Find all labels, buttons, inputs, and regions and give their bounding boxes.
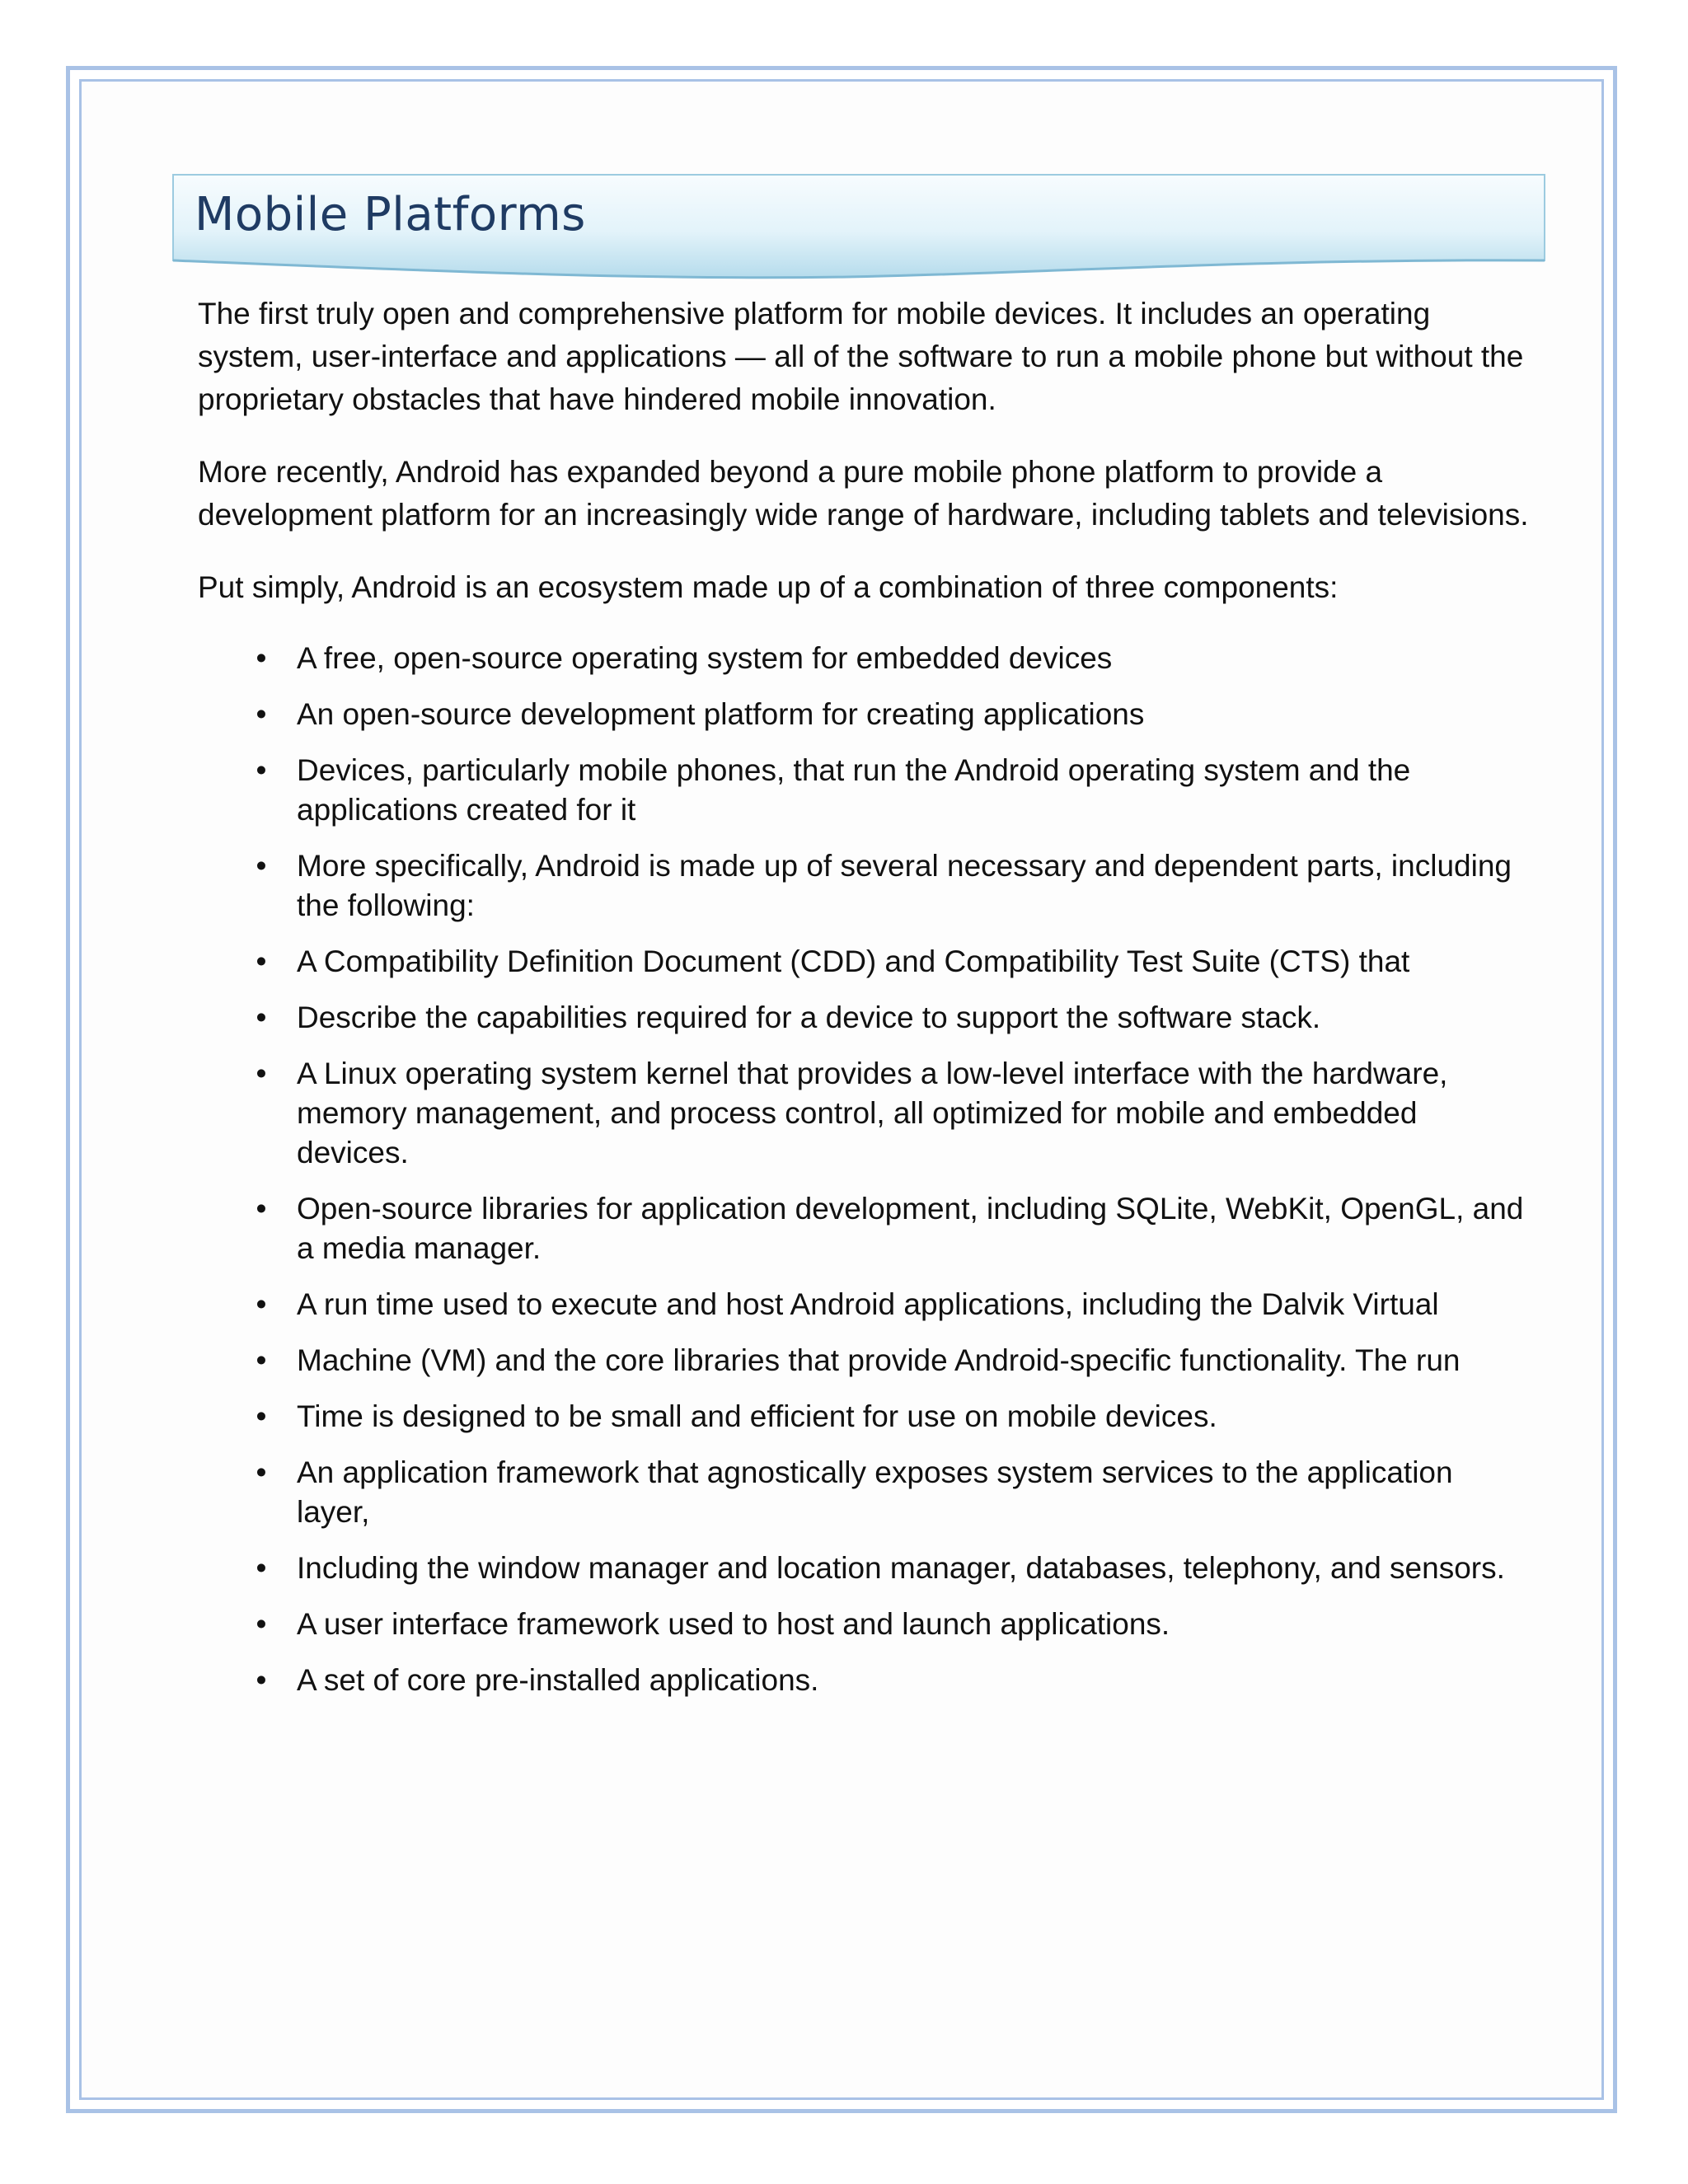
components-bullet-list — [198, 639, 1533, 1700]
bullet-icon: • — [256, 1455, 267, 1489]
bullet-icon: • — [256, 1343, 267, 1377]
bullet-icon: • — [256, 753, 267, 787]
bullet-icon: • — [256, 1607, 267, 1641]
list-item-text: Including the window manager and location manager, databases, telephony, and sensors. — [297, 1551, 1505, 1585]
list-item — [198, 846, 1533, 926]
list-item — [198, 998, 1533, 1038]
list-item-text: A Compatibility Definition Document (CDD) and Compatibility Test Suite (CTS) that — [297, 944, 1410, 978]
list-item-text: Time is designed to be small and efficient for use on mobile devices. — [297, 1399, 1217, 1433]
bullet-icon: • — [256, 1001, 267, 1034]
list-item — [198, 1661, 1533, 1700]
list-item — [198, 1285, 1533, 1324]
bullet-icon: • — [256, 1192, 267, 1226]
list-item — [198, 1397, 1533, 1436]
bullet-icon: • — [256, 944, 267, 978]
page-title: Mobile Platforms — [195, 188, 586, 241]
bullet-icon: • — [256, 1663, 267, 1697]
bullet-icon: • — [256, 1287, 267, 1321]
list-item-text: A user interface framework used to host and launch applications. — [297, 1607, 1170, 1641]
components-intro-paragraph: Put simply, Android is an ecosystem made up of a combination of three components: — [198, 570, 1339, 604]
list-item-text: Open-source libraries for application development, including SQLite, WebKit, OpenGL, and a media manager. — [297, 1192, 1524, 1265]
list-item-text: More specifically, Android is made up of several necessary and dependent parts, including the following: — [297, 849, 1512, 922]
list-item — [198, 1341, 1533, 1380]
intro-paragraph: The first truly open and comprehensive platform for mobile devices. It includes an operating system, user-interface and applications — all of the software to run a mobile phone but without the proprietary obstacles that have hindered mobile innovation. — [198, 297, 1524, 416]
list-item-text: A set of core pre-installed applications. — [297, 1663, 819, 1697]
title-banner — [171, 173, 1546, 284]
bullet-icon: • — [256, 1057, 267, 1090]
android-expansion-paragraph: More recently, Android has expanded beyond a pure mobile phone platform to provide a development platform for an increasingly wide range of hardware, including tablets and televisions. — [198, 455, 1529, 532]
list-item — [198, 1189, 1533, 1268]
list-item-text: An application framework that agnostically exposes system services to the application layer, — [297, 1455, 1453, 1529]
bullet-icon: • — [256, 1399, 267, 1433]
list-item — [198, 1605, 1533, 1644]
list-item-text: An open-source development platform for creating applications — [297, 697, 1145, 731]
list-item-text: Machine (VM) and the core libraries that provide Android-specific functionality. The run — [297, 1343, 1461, 1377]
list-item-text: Devices, particularly mobile phones, that run the Android operating system and the applications created for it — [297, 753, 1411, 827]
list-item — [198, 1453, 1533, 1532]
bullet-icon: • — [256, 697, 267, 731]
list-item — [198, 942, 1533, 982]
list-item-text: A free, open-source operating system for embedded devices — [297, 641, 1113, 675]
bullet-icon: • — [256, 1551, 267, 1585]
list-item — [198, 1549, 1533, 1588]
list-item — [198, 639, 1533, 678]
list-item — [198, 695, 1533, 734]
list-item-text: A Linux operating system kernel that provides a low-level interface with the hardware, memory management, and process control, all optimized for mobile and embedded devices. — [297, 1057, 1448, 1169]
bullet-icon: • — [256, 641, 267, 675]
list-item — [198, 1054, 1533, 1173]
list-item-text: A run time used to execute and host Android applications, including the Dalvik Virtual — [297, 1287, 1439, 1321]
list-item-text: Describe the capabilities required for a device to support the software stack. — [297, 1001, 1321, 1034]
document-body — [198, 293, 1533, 1717]
bullet-icon: • — [256, 849, 267, 883]
list-item — [198, 751, 1533, 830]
